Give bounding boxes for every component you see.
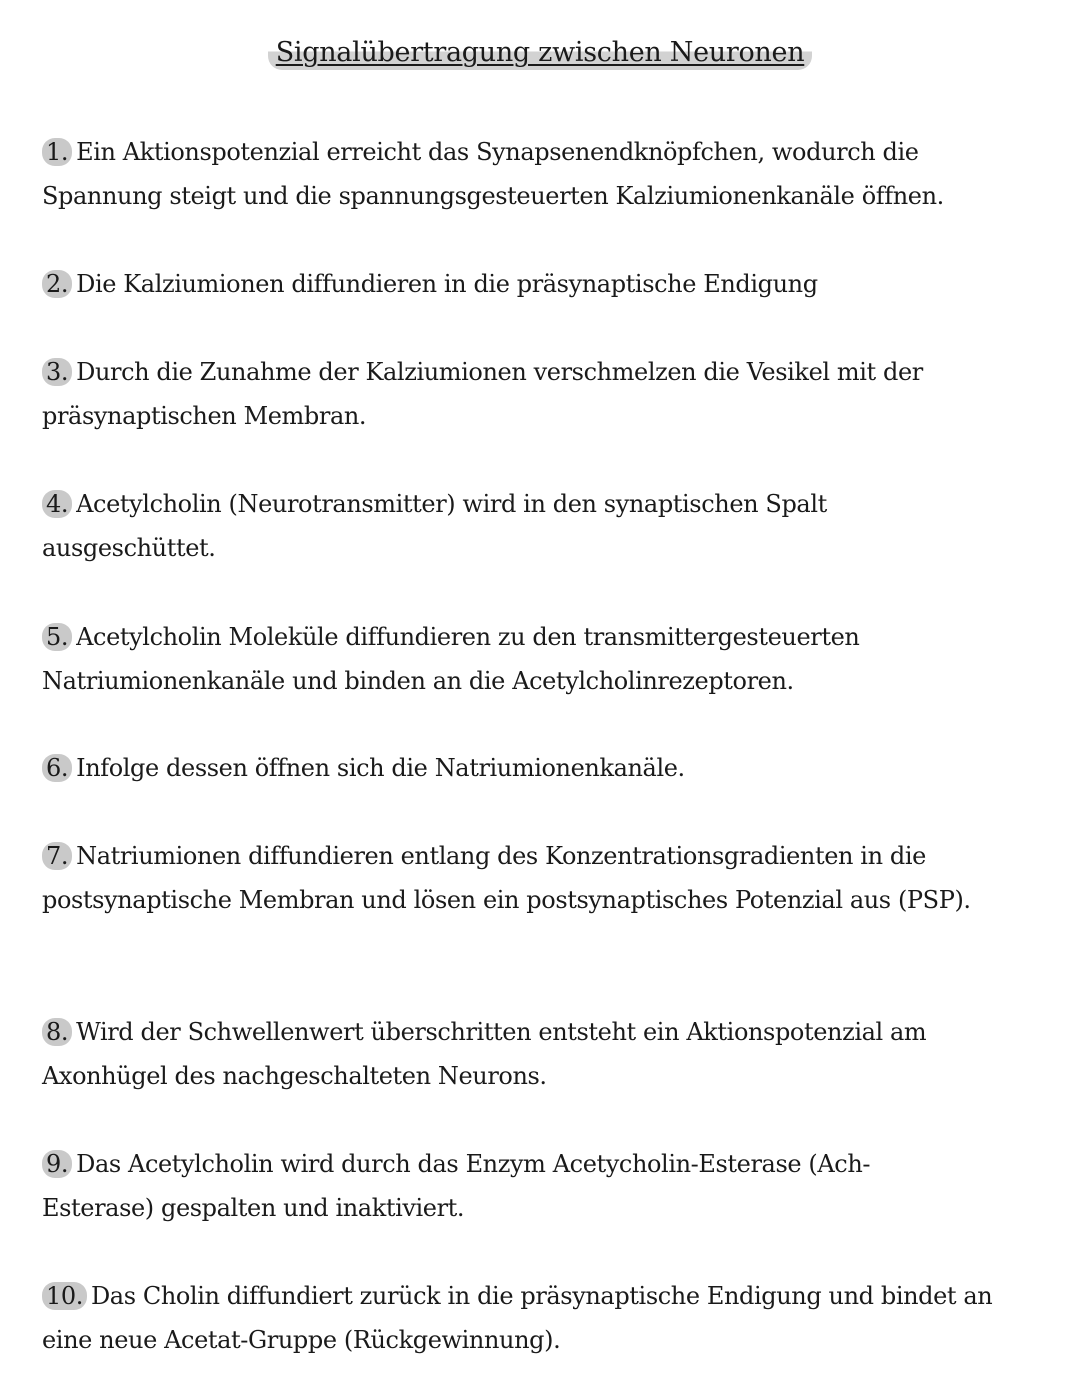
title-container — [0, 36, 1080, 70]
step-text: Infolge dessen öffnen sich die Natriumionenkanäle. — [76, 754, 685, 782]
step-1 — [42, 130, 1002, 218]
page-title: Signalübertragung zwischen Neuronen — [268, 36, 813, 70]
step-5 — [42, 615, 922, 703]
step-7 — [42, 834, 977, 922]
step-9 — [42, 1142, 957, 1230]
step-number-badge: 9. — [42, 1150, 72, 1178]
step-text: Natriumionen diffundieren entlang des Konzentrationsgradienten in die postsynaptische Membran und lösen ein postsynaptisches Potenzial aus (PSP). — [42, 842, 971, 914]
step-2 — [42, 262, 1022, 306]
step-text: Ein Aktionspotenzial erreicht das Synapsenendknöpfchen, wodurch die Spannung steigt und die spannungsgesteuerten Kalziumionenkanäle öffnen. — [42, 138, 944, 210]
step-number-badge: 10. — [42, 1282, 87, 1310]
step-number-badge: 3. — [42, 358, 72, 386]
step-6 — [42, 746, 1022, 790]
step-3 — [42, 350, 962, 438]
step-text: Die Kalziumionen diffundieren in die präsynaptische Endigung — [76, 270, 818, 298]
step-text: Das Acetylcholin wird durch das Enzym Acetycholin-Esterase (Ach-Esterase) gespalten und inaktiviert. — [42, 1150, 871, 1222]
step-number-badge: 1. — [42, 138, 72, 166]
step-number-badge: 6. — [42, 754, 72, 782]
step-number-badge: 5. — [42, 623, 72, 651]
step-text: Acetylcholin (Neurotransmitter) wird in den synaptischen Spalt ausgeschüttet. — [42, 490, 827, 562]
step-text: Wird der Schwellenwert überschritten entsteht ein Aktionspotenzial am Axonhügel des nachgeschalteten Neurons. — [42, 1018, 927, 1090]
step-number-badge: 7. — [42, 842, 72, 870]
step-8 — [42, 1010, 977, 1098]
step-4 — [42, 482, 892, 570]
step-number-badge: 2. — [42, 270, 72, 298]
step-text: Durch die Zunahme der Kalziumionen verschmelzen die Vesikel mit der präsynaptischen Membran. — [42, 358, 923, 430]
step-number-badge: 8. — [42, 1018, 72, 1046]
step-text: Acetylcholin Moleküle diffundieren zu den transmittergesteuerten Natriumionenkanäle und binden an die Acetylcholinrezeptoren. — [42, 623, 860, 695]
step-text: Das Cholin diffundiert zurück in die präsynaptische Endigung und bindet an eine neue Acetat-Gruppe (Rückgewinnung). — [42, 1282, 993, 1354]
step-10 — [42, 1274, 1022, 1362]
step-number-badge: 4. — [42, 490, 72, 518]
